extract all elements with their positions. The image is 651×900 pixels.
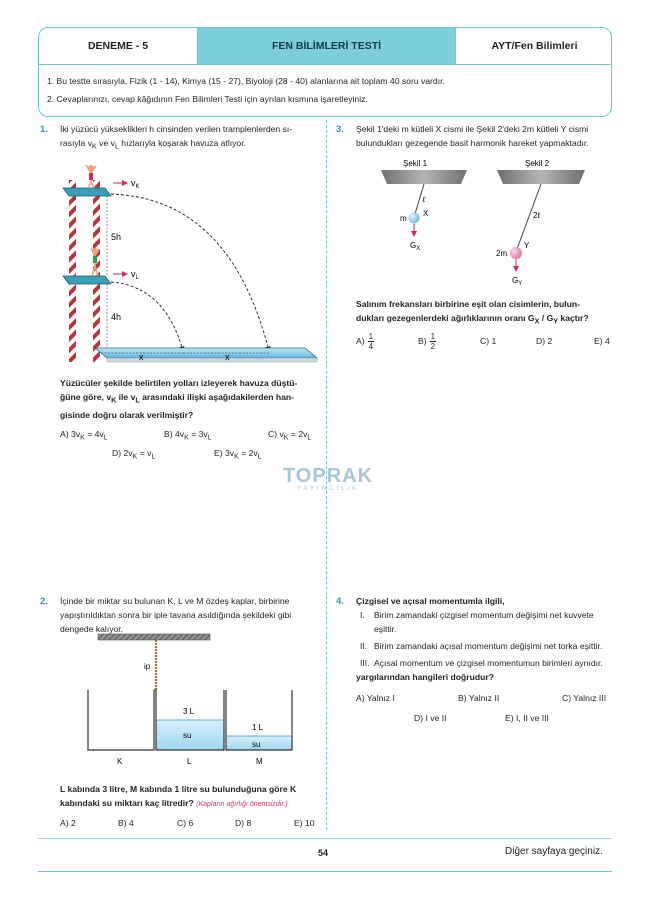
length-1-label: ℓ [422,195,426,204]
q1-option-d[interactable]: D) $2v_K = v_L$ [112,448,156,461]
question-4-title: Çizgisel ve açısal momentumla ilgili, [356,596,505,606]
figure-2-title: Şekil 2 [525,159,550,168]
mass-x-label: m [400,214,407,223]
pole-left [69,180,76,362]
question-number: 3. [336,124,344,135]
q4-option-e[interactable]: E) I, II ve III [505,713,549,723]
question-4-statements: I. Birim zamandaki çizgisel momentum değişimi net kuvvete eşittir. II. Birim zamandaki açısal momentum değişimi net torka eşittir. III. Açısal momentum ve çizgisel momentumun birimleri aynıdır. [360,610,603,668]
question-number: 4. [336,596,344,607]
q4-option-c[interactable]: C) Yalnız III [562,693,607,703]
ball-y [510,247,522,259]
length-2-label: 2ℓ [533,211,541,220]
q4-option-b[interactable]: B) Yalnız II [458,693,500,703]
question-2-text: İçinde bir miktar su bulunan K, L ve M özdeş kaplar, birbirine yapıştırıldıktan sonra bir iple tavana asıldığında şekildeki gibi dengede kalıyor. [60,596,292,634]
q3-option-a[interactable]: A) $\frac{1}{4}$ [356,332,374,351]
test-title: FEN BİLİMLERİ TESTİ [198,28,455,64]
publisher-watermark: TOPRAK YAYINCILIK [282,465,374,492]
svg-text:vL: $v_L$ [131,269,139,281]
q1-option-c[interactable]: C) $v_K = 2v_L$ [268,429,312,442]
question-4-prompt: yargılarından hangileri doğrudur? [356,672,494,682]
q4-option-a[interactable]: A) Yalnız I [356,693,395,703]
question-1-text: İki yüzücü yükseklikleri h cinsinden verilen tramplenlerden sı- rasıyla $v_K$ ve $v_L$ hızlarıyla koşarak havuza atlıyor. [60,124,293,151]
question-number: 2. [40,596,48,607]
question-1-prompt: Yüzücüler şekilde belirtilen yolları izleyerek havuza düştü- ğüne göre, $v_K$ ile $v_L$ arasındaki ilişki aşağıdakilerden han- gisinde doğru olarak verilmiştir? [60,378,298,420]
q2-option-b[interactable]: B) 4 [118,818,134,828]
figure-1-title: Şekil 1 [403,159,428,168]
container-k [88,690,154,750]
question-number: 1. [40,124,48,135]
footer-line [38,871,612,872]
support-2 [497,170,585,184]
vl-label: v [131,269,136,279]
instruction-1: 1. Bu testte sırasıyla, Fizik (1 - 14), Kimya (15 - 27), Biyoloji (28 - 40) alanlarına ait toplam 40 soru vardır. [47,76,445,86]
volume-m-label: 1 L [252,723,264,732]
ceiling [98,634,210,640]
container-m-label: M [256,757,263,766]
water-l-label: su [183,731,192,740]
container-k-label: K [117,757,123,766]
q1-option-a[interactable]: A) $3v_K = 4v_L$ [60,429,108,442]
next-page-note: Diğer sayfaya geçiniz. [505,846,603,857]
question-3-text: Şekil 1'deki m kütleli X cismi ile Şekil 2'deki 2m kütleli Y cismi bulundukları gezegende basit harmonik hareket yapmaktadır. [356,124,589,148]
svg-text:GY: $G_Y$ [512,276,523,287]
weight-x-label: G [410,241,417,250]
weight-y-label: G [512,276,519,285]
page-number: 54 [318,848,329,858]
rope-label: ip [144,662,151,671]
question-2-note: (Kapların ağırlığı önemsizdir.) [196,801,288,808]
object-y-label: Y [524,241,530,250]
support-1 [381,170,467,184]
header-divider [39,64,611,65]
mass-y-label: 2m [496,249,508,258]
pendulum-figure [375,158,605,288]
q2-option-d[interactable]: D) 8 [235,818,252,828]
object-x-label: X [423,209,429,218]
ball-x [409,213,420,224]
question-2-prompt: L kabında 3 litre, M kabında 1 litre su bulunduğuna göre K kabındaki su miktarı kaç litredir? (Kapların ağırlığı önemsizdir.) [60,784,297,808]
q4-option-d[interactable]: D) I ve II [414,713,447,723]
height-4h-label: 4h [111,312,122,322]
vk-label: v [131,178,136,188]
distance-x-2: x [225,352,230,362]
q3-option-c[interactable]: C) 1 [480,336,497,346]
trajectory-l [111,282,183,351]
platform-top [63,188,111,196]
platform-bottom [63,276,111,284]
test-code: DENEME - 5 [87,40,149,52]
q2-option-c[interactable]: C) 6 [177,818,194,828]
test-subject: AYT/Fen Bilimleri [491,40,578,52]
q3-option-d[interactable]: D) 2 [536,336,553,346]
q2-option-e[interactable]: E) 10 [294,818,315,828]
q2-option-a[interactable]: A) 2 [60,818,76,828]
footer-rule [38,838,612,839]
q3-option-e[interactable]: E) 4 [594,336,610,346]
container-l [156,690,224,750]
instruction-2: 2. Cevaplarınızı, cevap kâğıdının Fen Bilimleri Testi için ayrılan kısmına işaretleyiniz. [47,94,368,104]
container-l-label: L [187,757,192,766]
water-m-label: su [252,740,261,749]
distance-x-1: x [139,352,144,362]
header-box [38,27,612,117]
q3-option-b[interactable]: B) $\frac{1}{2}$ [418,332,436,351]
q1-option-e[interactable]: E) $3v_K = 2v_L$ [214,448,262,461]
question-3-prompt: Salınım frekansları birbirine eşit olan cisimlerin, bulun- dukları gezegenlerdeki ağırlıklarının oranı $G_X / G_Y$ kaçtır? [356,299,589,326]
svg-text:GX: $G_X$ [410,241,421,252]
height-5h-label: 5h [111,232,122,242]
svg-text:vK: $v_K$ [131,178,140,190]
volume-l-label: 3 L [183,707,195,716]
q1-option-b[interactable]: B) $4v_K = 3v_L$ [164,429,212,442]
containers-figure [70,632,310,772]
diving-figure [55,158,320,368]
